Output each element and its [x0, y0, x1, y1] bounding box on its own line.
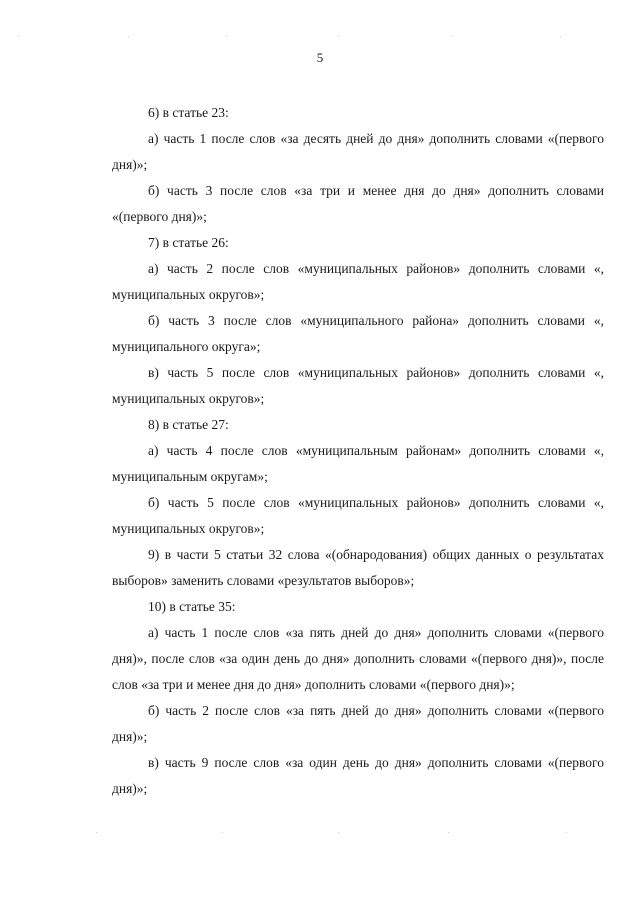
- paragraph: б) часть 3 после слов «муниципального района» дополнить словами «, муниципального округа»;: [112, 313, 604, 354]
- page-number: 5: [316, 50, 324, 65]
- paragraph: 10) в статье 35:: [148, 599, 236, 614]
- paragraph: а) часть 4 после слов «муниципальным районам» дополнить словами «, муниципальным округам»;: [112, 443, 604, 484]
- scan-artifact-bottom: [0, 832, 640, 834]
- paragraph: 9) в части 5 статьи 32 слова «(обнародования) общих данных о результатах выборов» заменить словами «результатов выборов»;: [112, 547, 604, 588]
- paragraph: а) часть 2 после слов «муниципальных районов» дополнить словами «, муниципальных округов»;: [112, 261, 604, 302]
- paragraph: а) часть 1 после слов «за десять дней до дня» дополнить словами «(первого дня)»;: [112, 131, 604, 172]
- paragraph: 7) в статье 26:: [148, 235, 229, 250]
- paragraph: а) часть 1 после слов «за пять дней до дня» дополнить словами «(первого дня)», после слов «за один день до дня» дополнить словами «(первого дня)», после слов «за три и менее дня до дня» дополнить словами «(первого дня)»;: [112, 625, 604, 692]
- document-body: [112, 100, 604, 802]
- paragraph: 6) в статье 23:: [148, 105, 229, 120]
- paragraph: в) часть 5 после слов «муниципальных районов» дополнить словами «, муниципальных округов»;: [112, 365, 604, 406]
- scan-artifact-top: [0, 36, 640, 38]
- paragraph: б) часть 5 после слов «муниципальных районов» дополнить словами «, муниципальных округов»;: [112, 495, 604, 536]
- paragraph: б) часть 3 после слов «за три и менее дня до дня» дополнить словами «(первого дня)»;: [112, 183, 604, 224]
- paragraph: в) часть 9 после слов «за один день до дня» дополнить словами «(первого дня)»;: [112, 755, 604, 796]
- paragraph: 8) в статье 27:: [148, 417, 229, 432]
- paragraph: б) часть 2 после слов «за пять дней до дня» дополнить словами «(первого дня)»;: [112, 703, 604, 744]
